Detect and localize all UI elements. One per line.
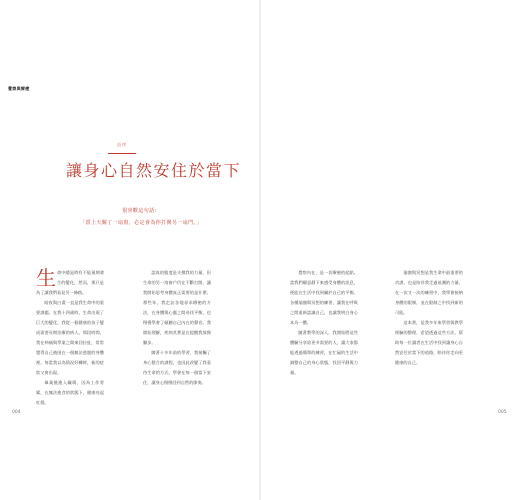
text-column-3: [290, 268, 358, 378]
epigraph: [76, 205, 206, 229]
section-rule: [108, 153, 136, 154]
paragraph: 暗夜與白晝一直是我生命中的重要課題。在我十四歲時，生命出現了巨大的變化，我從一個健康的孩子變成需要長期治療的病人。那段時間，我在病痛與學業之間來回拉扯，常常覺得自己被困在一個無法逃脫的身體裡。每當我以為情況好轉時，新的症狀又會出現。: [36, 300, 104, 375]
paragraph: 認真的態度是支撐我的力量，但生命的另一扇窗戶仍在不斷打開，讓我開始思考身體真正需要的是什麼。那些年，我走訪各地尋求療癒的方法，在身體與心靈之間尋找平衡，也慢慢學會了傾聽自己內在的聲音。我開始理解，疾病其實是在提醒我放慢腳步。: [143, 270, 211, 345]
paragraph: 隨著十多年前的學習，我接觸了身心整合的課程，也因此改變了我看待生命的方式，學會在每一個當下安住，讓身心慢慢回到自然的節奏。: [143, 350, 211, 385]
page-fold: [259, 0, 261, 500]
paragraph: 這本書，是我多年來學習與教學經驗的整理，希望透過這些方法，幫助每一位讀者在生活中找到讓身心自然安住於當下的道路，陪伴你走向更健康的自己。: [395, 320, 463, 365]
page-number-left: 004: [12, 410, 21, 415]
text-column-4: [395, 268, 463, 368]
paragraph: 隨著教學的深入，我開始將這些體驗分享給更多需要的人，讓大家都能透過簡單的練習，在忙碌的生活中調整自己的身心狀態，找回平靜與力量。: [290, 330, 358, 375]
epigraph-line-1: 很喜歡這句話：: [122, 208, 160, 214]
page-number-right: 005: [498, 410, 507, 415]
text-column-1: [36, 268, 104, 408]
chapter-title: 讓身心自然安住於當下: [66, 161, 242, 180]
section-tag: 自序: [117, 142, 127, 147]
paragraph: [36, 268, 104, 298]
epigraph-line-2: 「當上天關了一扇窗，必定會為你打開另一扇門。」: [80, 220, 202, 226]
paragraph-text: 命中總是時有不能預期發生的變化，然而，那只是為了讓我們看見另一條路。: [36, 270, 104, 295]
paragraph: 畢業後進入職場，因為工作勞累，在無法進食的狀態下，健康亮起紅燈。: [36, 380, 104, 405]
running-header: 覺察與療癒: [8, 86, 30, 91]
drop-cap: 生: [36, 266, 56, 290]
paragraph: 瑜伽與冥想是我生命中最重要的功課，也是陪伴我走過低潮的力量。在一次又一次的練習中，我學會接納身體的限制，並在限制之中找到新的可能。: [395, 270, 463, 315]
paragraph: 覺察內在，是一切療癒的起點。當我們願意靜下來感受身體的訊息，便能在生活中找到屬於自己的平衡。各種瑜伽與冥想的練習，讓我在呼吸之間重新認識自己，也讓我明白身心本為一體。: [290, 270, 358, 325]
text-column-2: [143, 268, 211, 388]
